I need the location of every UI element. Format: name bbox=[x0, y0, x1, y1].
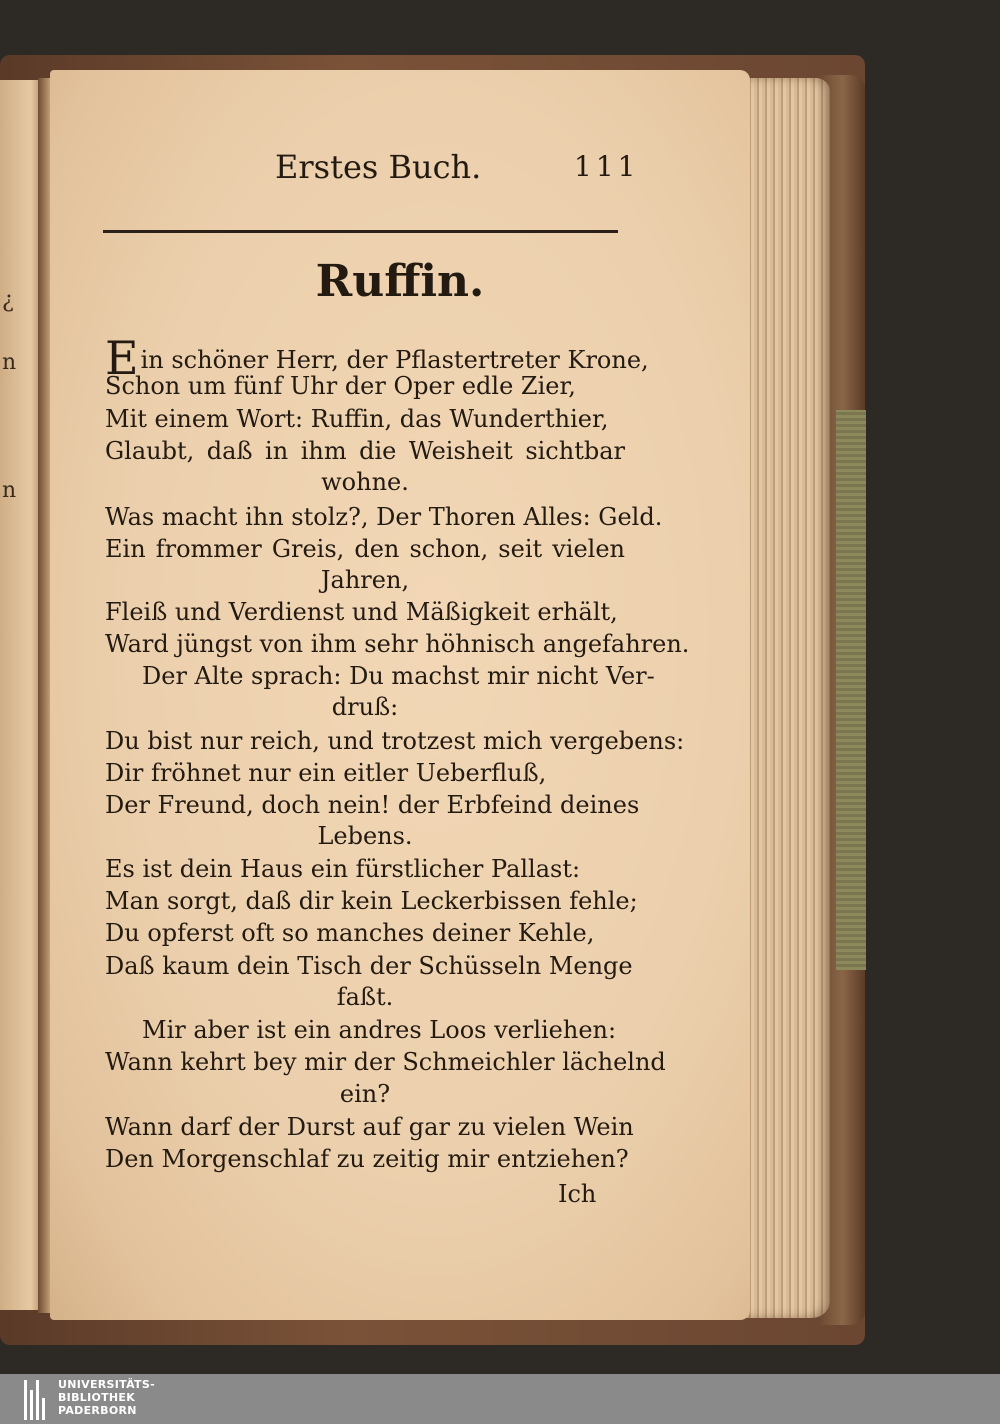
verse-line: Glaubt, daß in ihm die Weisheit sichtbar bbox=[105, 437, 625, 465]
verse-line: druß: bbox=[331, 693, 399, 721]
verse-line: Ward jüngst von ihm sehr höhnisch angefahren. bbox=[105, 630, 690, 658]
library-logo-icon bbox=[24, 1380, 46, 1420]
verse-line: Man sorgt, daß dir kein Leckerbissen fehle; bbox=[105, 887, 638, 915]
verse-line: Der Alte sprach: Du machst mir nicht Ver- bbox=[142, 662, 655, 690]
verse-line: Der Freund, doch nein! der Erbfeind deines bbox=[105, 791, 640, 819]
drop-cap: E bbox=[105, 331, 139, 385]
verse-line: Ein frommer Greis, den schon, seit vielen bbox=[105, 535, 625, 563]
verse-line: Mir aber ist ein andres Loos verliehen: bbox=[142, 1016, 617, 1044]
poem-title: Ruffin. bbox=[315, 256, 485, 307]
page-block-edges bbox=[738, 78, 830, 1318]
verse-line: Dir fröhnet nur ein eitler Ueberfluß, bbox=[105, 759, 547, 787]
verse-line: Du opferst oft so manches deiner Kehle, bbox=[105, 919, 595, 947]
verse-line: Es ist dein Haus ein fürstlicher Pallast: bbox=[105, 855, 581, 883]
running-head: Erstes Buch. bbox=[275, 148, 482, 186]
verse-line: Jahren, bbox=[320, 566, 410, 594]
verse-line: Mit einem Wort: Ruffin, das Wunderthier, bbox=[105, 405, 609, 433]
verse-line: wohne. bbox=[321, 468, 409, 496]
verse-line: Schon um fünf Uhr der Oper edle Zier, bbox=[105, 372, 576, 400]
library-logo-text bbox=[58, 1378, 155, 1417]
catchword: Ich bbox=[558, 1180, 597, 1208]
verse-line: Wann darf der Durst auf gar zu vielen Wein bbox=[105, 1113, 634, 1141]
verse-line: Daß kaum dein Tisch der Schüsseln Menge bbox=[105, 952, 633, 980]
cover-marbling bbox=[836, 410, 866, 970]
header-rule bbox=[103, 230, 618, 233]
left-page-fragment: n bbox=[2, 350, 17, 375]
verse-line: Den Morgenschlaf zu zeitig mir entziehen? bbox=[105, 1145, 629, 1173]
verse-line: Du bist nur reich, und trotzest mich vergebens: bbox=[105, 727, 685, 755]
verse-line: Wann kehrt bey mir der Schmeichler lächelnd bbox=[105, 1048, 666, 1076]
logo-line: BIBLIOTHEK bbox=[58, 1391, 136, 1404]
logo-line: UNIVERSITÄTS- bbox=[58, 1378, 155, 1391]
verse-text: in schöner Herr, der Pflastertreter Krone, bbox=[140, 346, 649, 374]
verse-line: Fleiß und Verdienst und Mäßigkeit erhält, bbox=[105, 598, 618, 626]
verse-line: faßt. bbox=[336, 983, 394, 1011]
verse-line: Was macht ihn stolz?, Der Thoren Alles: Geld. bbox=[105, 503, 663, 531]
left-page-fragment: n bbox=[2, 478, 17, 503]
page-number: 111 bbox=[574, 150, 640, 183]
logo-line: PADERBORN bbox=[58, 1404, 137, 1417]
verse-line: Lebens. bbox=[317, 822, 413, 850]
verse-line: ein? bbox=[339, 1080, 391, 1108]
left-page-fragment: ¿ bbox=[2, 288, 14, 313]
